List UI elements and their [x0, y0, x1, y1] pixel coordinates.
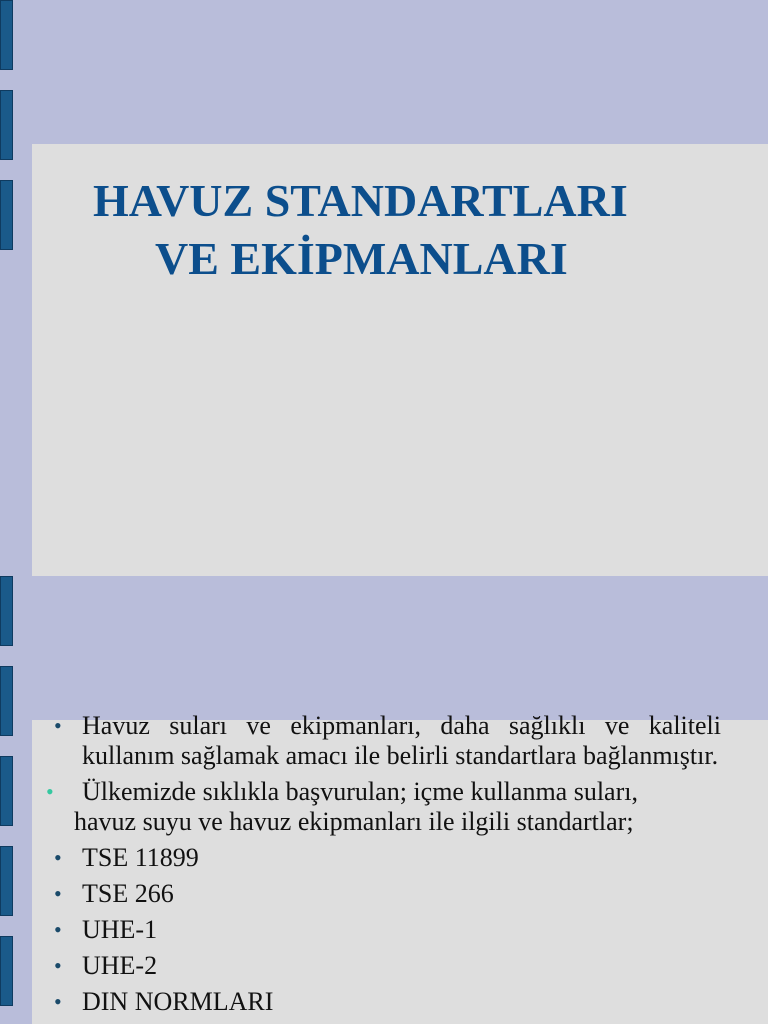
bullet-text-line-1: Ülkemizde sıklıkla başvurulan; içme kullanma suları,	[82, 777, 638, 806]
bullet-icon: •	[54, 953, 62, 978]
edge-tab	[0, 0, 13, 70]
slide-title	[0, 172, 768, 288]
edge-tab	[0, 90, 13, 160]
bullet-text: TSE 266	[82, 879, 174, 908]
list-item	[0, 987, 768, 1017]
edge-tab	[0, 576, 13, 646]
list-item	[0, 711, 768, 771]
bullet-icon: •	[54, 881, 62, 906]
bullet-icon: •	[46, 779, 54, 804]
bullet-text: TSE 11899	[82, 843, 199, 872]
list-item	[0, 879, 768, 909]
list-item	[0, 915, 768, 945]
bullet-text: Havuz suları ve ekipmanları, daha sağlıklı ve kaliteli kullanım sağlamak amacı ile belirli standartlara bağlanmıştır.	[82, 711, 721, 770]
bullet-text-line-2: havuz suyu ve havuz ekipmanları ile ilgili standartlar;	[74, 807, 634, 836]
bullet-icon: •	[54, 917, 62, 942]
bullet-icon: •	[54, 989, 62, 1014]
slide-title-line-1: HAVUZ STANDARTLARI	[93, 175, 628, 226]
list-item	[0, 951, 768, 981]
bullet-text: UHE-2	[82, 951, 158, 980]
bullet-list	[0, 711, 768, 1017]
list-item	[0, 843, 768, 873]
bullet-icon: •	[54, 713, 62, 738]
bullet-icon: •	[54, 845, 62, 870]
list-item	[0, 777, 768, 837]
bullet-text: DIN NORMLARI	[82, 987, 274, 1016]
slide-title-line-2: VE EKİPMANLARI	[155, 233, 568, 284]
bullet-text: UHE-1	[82, 915, 158, 944]
